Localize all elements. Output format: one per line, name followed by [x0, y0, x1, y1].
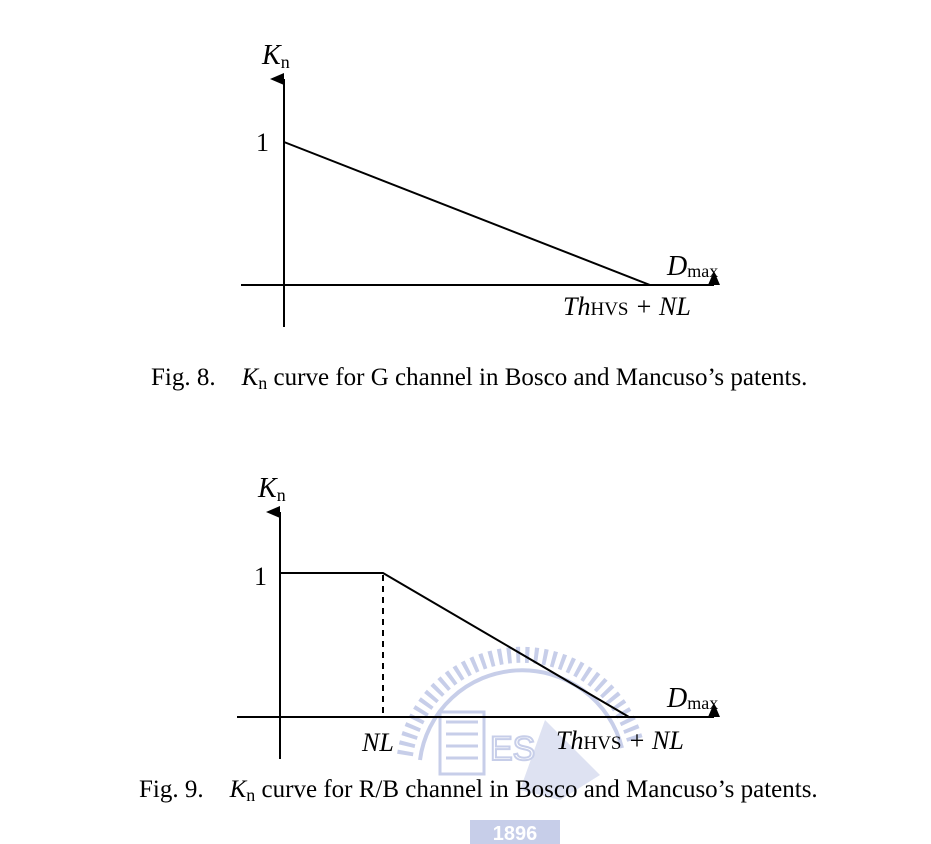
fig8-y-axis-label: Kn [262, 40, 290, 72]
fig8-caption-text: curve for G channel in Bosco and Mancuso’s patents. [267, 364, 808, 391]
fig8-caption-sub: n [258, 373, 268, 393]
fig9-caption-number: Fig. 9. [139, 776, 204, 803]
figure-9-plot [237, 473, 718, 759]
watermark-year: 1896 [492, 823, 538, 844]
fig9-x-tick-thhvs-nl: ThHVS + NL [556, 726, 684, 755]
fig9-x-tick-nl: NL [362, 728, 394, 757]
fig9-caption-k: K [229, 776, 247, 803]
fig8-caption-number: Fig. 8. [151, 364, 216, 391]
fig9-y-axis-label: Kn [258, 473, 286, 505]
fig9-caption-text: curve for R/B channel in Bosco and Mancuso’s patents. [255, 776, 818, 803]
fig8-kn-curve [284, 142, 650, 285]
fig9-caption [139, 776, 818, 805]
fig9-x-axis-label: Dmax [667, 683, 719, 714]
fig9-caption-sub: n [246, 785, 256, 805]
fig9-y-tick-1: 1 [254, 562, 267, 591]
fig8-y-tick-1: 1 [256, 128, 269, 157]
fig8-x-axis-label: Dmax [667, 251, 719, 282]
watermark-letters: ES [490, 730, 536, 768]
fig8-x-tick-thhvs-nl: ThHVS + NL [563, 292, 691, 321]
fig8-caption [151, 364, 808, 393]
fig8-caption-k: K [241, 364, 259, 391]
figure-8-plot [241, 40, 718, 327]
